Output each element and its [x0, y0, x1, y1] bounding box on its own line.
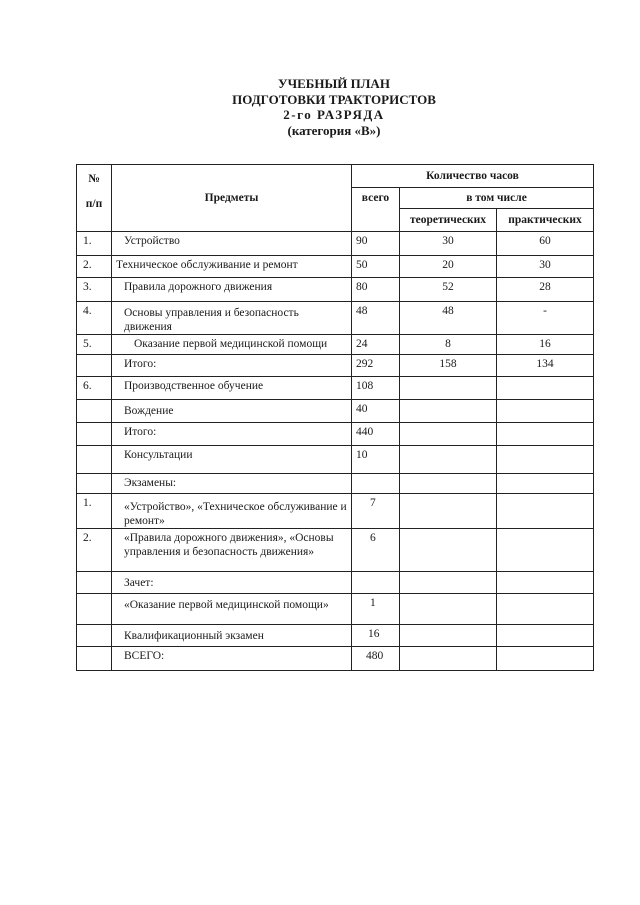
- row-theory: [400, 594, 497, 625]
- row-number: [77, 474, 112, 494]
- document-title: [0, 76, 640, 138]
- title-line-3: 2-го РАЗРЯДА: [283, 107, 385, 122]
- row-total: 292: [352, 355, 400, 377]
- row-theory: [400, 446, 497, 474]
- row-total: 480: [352, 647, 400, 671]
- row-number: 1.: [77, 494, 112, 529]
- row-practice: [497, 377, 594, 400]
- header-row-1: [77, 165, 594, 188]
- row-theory: [400, 572, 497, 594]
- row-practice: [497, 625, 594, 647]
- row-practice: [497, 572, 594, 594]
- row-theory: 8: [400, 335, 497, 355]
- table-row: [77, 572, 594, 594]
- table-row: [77, 278, 594, 302]
- header-practical: практических: [497, 209, 594, 232]
- row-total: 7: [352, 494, 400, 529]
- table-row: [77, 594, 594, 625]
- row-practice: [497, 594, 594, 625]
- row-number: [77, 446, 112, 474]
- row-number: 2.: [77, 256, 112, 278]
- row-total: 90: [352, 232, 400, 256]
- row-subject: ВСЕГО:: [112, 647, 352, 671]
- header-total: всего: [352, 188, 400, 232]
- row-subject: «Устройство», «Техническое обслуживание и ремонт»: [112, 494, 352, 529]
- row-total: 1: [352, 594, 400, 625]
- row-theory: 52: [400, 278, 497, 302]
- header-including: в том числе: [400, 188, 594, 209]
- title-line-1: УЧЕБНЫЙ ПЛАН: [278, 76, 390, 91]
- table-row: [77, 335, 594, 355]
- header-number-sub: п/п: [85, 198, 103, 210]
- row-practice: 60: [497, 232, 594, 256]
- row-number: [77, 355, 112, 377]
- row-practice: [497, 529, 594, 572]
- row-number: [77, 647, 112, 671]
- title-line-4: (категория «В»): [287, 122, 381, 138]
- row-total: 6: [352, 529, 400, 572]
- row-total: 16: [352, 625, 400, 647]
- row-theory: [400, 529, 497, 572]
- table-row: [77, 474, 594, 494]
- row-subject: Правила дорожного движения: [112, 278, 352, 302]
- table-row: [77, 256, 594, 278]
- row-subject: Итого:: [112, 423, 352, 446]
- row-practice: 30: [497, 256, 594, 278]
- row-practice: 134: [497, 355, 594, 377]
- row-total: 40: [352, 400, 400, 423]
- row-theory: 30: [400, 232, 497, 256]
- row-subject: Основы управления и безопасность движения: [112, 302, 352, 335]
- table-row: [77, 529, 594, 572]
- row-total: 50: [352, 256, 400, 278]
- table-row: [77, 302, 594, 335]
- row-subject: «Оказание первой медицинской помощи»: [112, 594, 352, 625]
- row-subject: Устройство: [112, 232, 352, 256]
- row-theory: [400, 625, 497, 647]
- row-practice: [497, 474, 594, 494]
- table-row: [77, 232, 594, 256]
- row-theory: 48: [400, 302, 497, 335]
- row-total: 48: [352, 302, 400, 335]
- row-number: [77, 625, 112, 647]
- row-subject: Консультации: [112, 446, 352, 474]
- row-subject: Производственное обучение: [112, 377, 352, 400]
- row-number: [77, 572, 112, 594]
- row-theory: [400, 647, 497, 671]
- row-subject: Квалификационный экзамен: [112, 625, 352, 647]
- row-theory: 20: [400, 256, 497, 278]
- row-theory: [400, 474, 497, 494]
- row-number: [77, 423, 112, 446]
- header-number-sign: №: [88, 173, 100, 185]
- row-subject: Итого:: [112, 355, 352, 377]
- row-number: 2.: [77, 529, 112, 572]
- row-total: [352, 474, 400, 494]
- table-row: [77, 355, 594, 377]
- table-row: [77, 423, 594, 446]
- row-total: 108: [352, 377, 400, 400]
- row-practice: 28: [497, 278, 594, 302]
- row-total: 440: [352, 423, 400, 446]
- row-number: [77, 400, 112, 423]
- table-row: [77, 446, 594, 474]
- row-practice: [497, 446, 594, 474]
- row-theory: [400, 494, 497, 529]
- row-subject: Техническое обслуживание и ремонт: [112, 256, 352, 278]
- row-total: 10: [352, 446, 400, 474]
- row-theory: [400, 377, 497, 400]
- curriculum-table: [76, 164, 594, 671]
- row-practice: 16: [497, 335, 594, 355]
- row-practice: -: [497, 302, 594, 335]
- row-total: [352, 572, 400, 594]
- row-subject: «Правила дорожного движения», «Основы управления и безопасность движения»: [112, 529, 352, 572]
- header-hours: Количество часов: [352, 165, 594, 188]
- row-subject: Оказание первой медицинской помощи: [112, 335, 352, 355]
- row-theory: [400, 423, 497, 446]
- row-practice: [497, 400, 594, 423]
- header-theoretical: теоретических: [400, 209, 497, 232]
- table-row: [77, 625, 594, 647]
- row-number: 3.: [77, 278, 112, 302]
- row-practice: [497, 423, 594, 446]
- table-row: [77, 400, 594, 423]
- row-subject: Вождение: [112, 400, 352, 423]
- row-subject: Экзамены:: [112, 474, 352, 494]
- row-subject: Зачет:: [112, 572, 352, 594]
- row-practice: [497, 494, 594, 529]
- row-theory: 158: [400, 355, 497, 377]
- row-theory: [400, 400, 497, 423]
- row-total: 24: [352, 335, 400, 355]
- table-row: [77, 647, 594, 671]
- table-row: [77, 494, 594, 529]
- row-number: 1.: [77, 232, 112, 256]
- row-number: 4.: [77, 302, 112, 335]
- row-practice: [497, 647, 594, 671]
- row-total: 80: [352, 278, 400, 302]
- table-row: [77, 377, 594, 400]
- row-number: 6.: [77, 377, 112, 400]
- header-number: [77, 165, 112, 232]
- title-line-2: ПОДГОТОВКИ ТРАКТОРИСТОВ: [232, 91, 436, 107]
- row-number: 5.: [77, 335, 112, 355]
- row-number: [77, 594, 112, 625]
- header-subjects: Предметы: [112, 165, 352, 232]
